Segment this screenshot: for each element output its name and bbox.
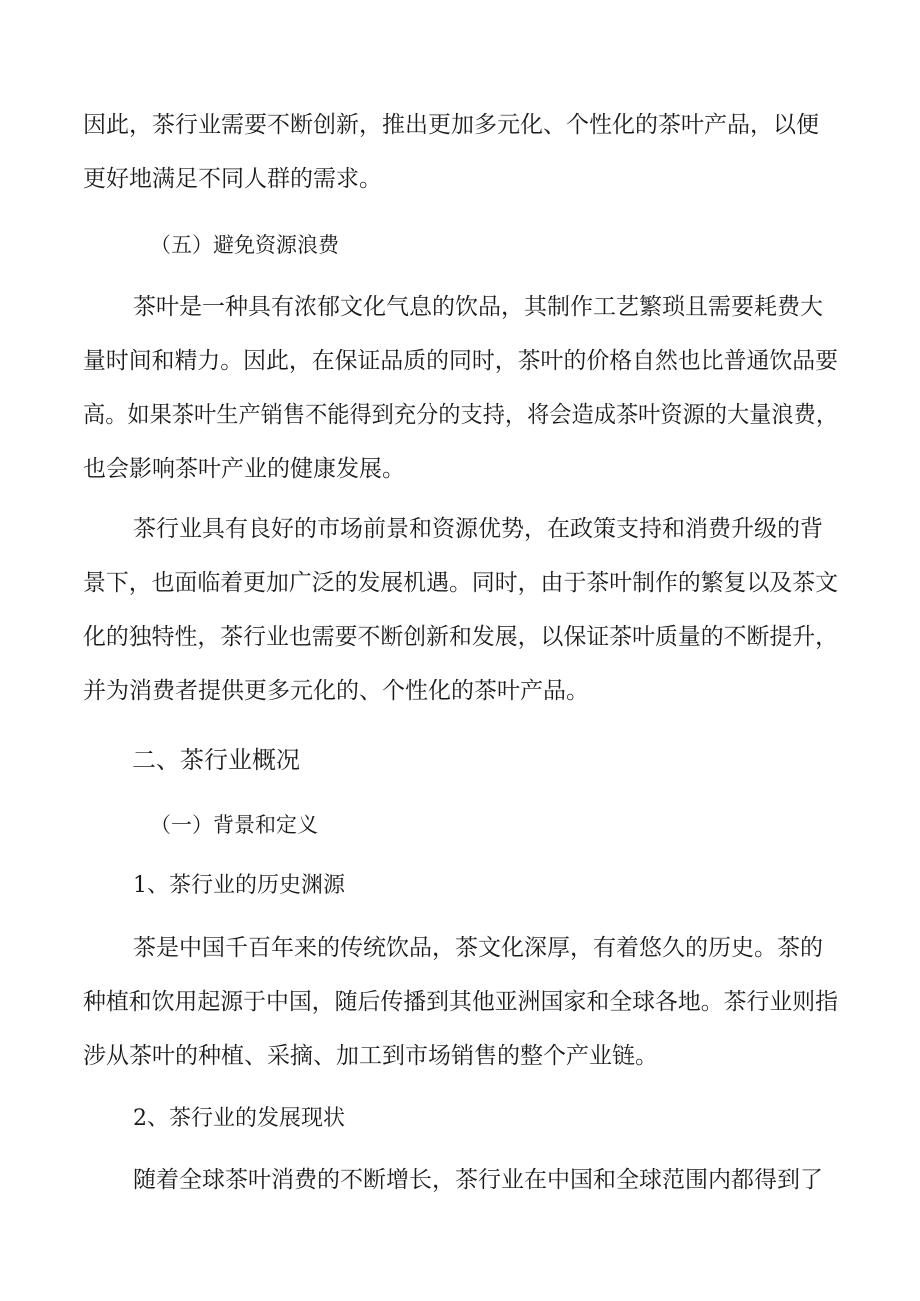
paragraph-line: 茶是中国千百年来的传统饮品，茶文化深厚，有着悠久的历史。茶的 (133, 935, 823, 961)
paragraph-line: 因此，茶行业需要不断创新，推出更加多元化、个性化的茶叶产品，以便 (83, 112, 819, 138)
numbered-heading: 2、茶行业的发展现状 (133, 1106, 345, 1131)
paragraph-line: 景下，也面临着更加广泛的发展机遇。同时，由于茶叶制作的繁复以及茶文 (83, 570, 838, 596)
paragraph-line: 量时间和精力。因此，在保证品质的同时，茶叶的价格自然也比普通饮品要 (83, 348, 838, 374)
paragraph-line: 茶行业具有良好的市场前景和资源优势，在政策支持和消费升级的背 (133, 516, 823, 542)
paragraph-line: 并为消费者提供更多元化的、个性化的茶叶产品。 (83, 678, 589, 704)
paragraph-line: 种植和饮用起源于中国，随后传播到其他亚洲国家和全球各地。茶行业则指 (83, 989, 838, 1015)
paragraph-line: 更好地满足不同人群的需求。 (83, 166, 382, 192)
paragraph-line: 也会影响茶叶产业的健康发展。 (83, 456, 405, 482)
section-heading: 二、茶行业概况 (132, 746, 300, 774)
paragraph-line: 高。如果茶叶生产销售不能得到充分的支持，将会造成茶叶资源的大量浪费， (83, 402, 839, 428)
paragraph-line: 化的独特性，茶行业也需要不断创新和发展，以保证茶叶质量的不断提升， (83, 624, 838, 650)
subsection-heading: （五）避免资源浪费 (150, 233, 339, 257)
paragraph-line: 随着全球茶叶消费的不断增长，茶行业在中国和全球范围内都得到了 (133, 1167, 823, 1193)
subsection-heading: （一）背景和定义 (150, 813, 318, 837)
paragraph-line: 茶叶是一种具有浓郁文化气息的饮品，其制作工艺繁琐且需要耗费大 (133, 294, 823, 320)
paragraph-line: 涉从茶叶的种植、采摘、加工到市场销售的整个产业链。 (83, 1043, 658, 1069)
numbered-heading: 1、茶行业的历史渊源 (133, 873, 345, 898)
